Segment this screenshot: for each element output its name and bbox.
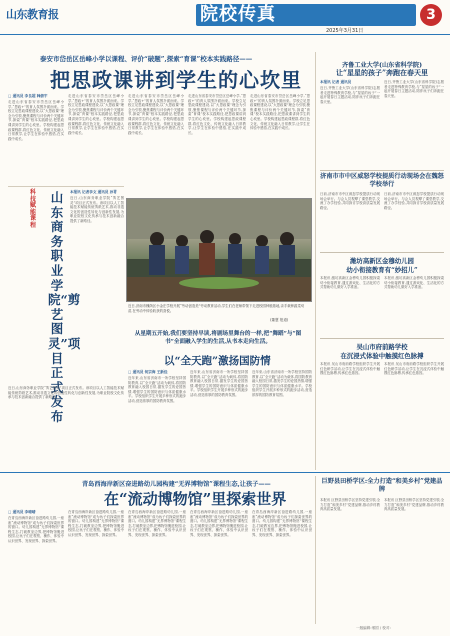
side-story-body-continued: 近日,山东商务职业学院“剪艺图灵”项目正式发布。该项目以人工智能技术赋能传统剪纸艺术,推动非遗文化的创造性转化与创新性发展,为职业院校文化传承与技术创新融合提供了新路径。 [8, 386, 124, 400]
bottom-story-byline: □ 通讯员 李晴晴 [8, 510, 36, 514]
right-item4-title: 吴山市府前路学校 [356, 343, 408, 351]
right-box-byline: 本报讯 记者 通讯员 [320, 80, 352, 84]
bottom-story-subtitle: 青岛西海岸新区奋进路幼儿园构建“无界博物馆”课程生态,让孩子—— [82, 481, 271, 488]
side-divider [8, 186, 124, 187]
lead-column-3: 走进山东省泰安市岱岳区岳峰小学,“思政+”的育人氛围扑面而来。学校立足思政课程建设,以“大思政课”理念为引领,聚焦课程与评价两个关键环节,探索“育课”校本实践路径,把思政课讲到学生的心坎里。学校构建起思政课程群,将红色文化、传统文化融入日常教学,让学生在体验中感悟,在实践中成长。 [128, 94, 184, 135]
bottom-col-2: 在青岛西海岸新区奋进路幼儿园,一座座“流动博物馆”成为孩子们探索世界的窗口。幼儿园构建“无界博物馆”课程生态,打破教室边界,把博物馆搬进校园,让孩子们在观察、操作、体验中认识世界、发现世界、探索世界。 [68, 510, 124, 537]
lead-column-5: 走进山东省泰安市岱岳区岳峰小学,“思政+”的育人氛围扑面而来。学校立足思政课程建设,以“大思政课”理念为引领,聚焦课程与评价两个关键环节,探索“育课”校本实践路径,把思政课讲到学生的心坎里。学校构建起思政课程群,将红色文化、传统文化融入日常教学,让学生在体验中感悟,在实践中成长。 [250, 94, 310, 131]
right-item3-subtitle: 幼小衔接教育有“妙招儿” [346, 266, 418, 274]
page-header [0, 0, 450, 34]
mid-story-column-1: 近年来,山东省济南市一所学校坚持国防教育,以“全天跑”活动为载体,将国防教育融入校园日常,激发学生的爱国热情,增强学生的国防意识与体质健康水平。学校组织学生开展多种形式的跑步活动,营造浓厚的国防教育氛围。 [128, 376, 186, 403]
photo-caption: 近日,济南市槐荫区小金庄学校开展“劳动创造美”劳动教育活动,学生们在老师带领下走进校园种植基地,亲手栽种蔬菜幼苗,在劳动中体验收获的喜悦。 [128, 304, 305, 313]
right-box-title-1: 齐鲁工业大学(山东省科学院) [341, 62, 423, 69]
pull-quote: 从星期五开始,我们要坚持早读,将剧场里舞台的一样,把“舞蹈”与“图书”全面融入学生的生活,从书本走向生活。 [134, 331, 302, 345]
side-story-body: 近日,山东商务职业学院“剪艺图灵”项目正式发布。该项目以人工智能技术赋能传统剪纸艺术,推动非遗文化的创造性转化与创新性发展,为职业院校文化传承与技术创新融合提供了新路径。 [70, 196, 124, 223]
right-item2-title: 济南市市中区威怒学校提质行动现场会在魏怒学校举行 [320, 173, 444, 188]
news-photo [126, 198, 312, 302]
right-item5-col-1: 本报讯 巨野县田桥学区坚持党建引领,全力打造“和美乡村”党建品牌,推动乡村教育高质量发展。 [320, 498, 380, 512]
right-item4-subtitle: 在沉浸式体验中触摸红色脉搏 [340, 352, 424, 360]
photo-credit: (董慧 报道) [270, 318, 289, 322]
page-number-badge: 3 [420, 4, 442, 26]
right-item2-col-2: 日前,济南市市中区威怒学校提质行动现场会举行。与会人员观摩了课堂教学,交流了办学经验,共同探讨学校高质量发展路径。 [384, 192, 444, 210]
side-story-byline: 本报讯 记者李文 通讯员 孙青 [70, 190, 117, 194]
issue-date: 2025年3月31日 [326, 28, 364, 34]
right-box-col-1: 近日,齐鲁工业大学(山东省科学院)志愿者走进特殊教育学校,与“星星的孩子”一起开展春日主题活动,陪伴孩子们奔跑在春天里。 [320, 86, 380, 104]
right-rule [320, 252, 444, 253]
right-item4-col-1: 本报讯 吴山市府前路学校组织学生开展红色研学活动,让学生在沉浸式体验中触摸红色脉搏,传承红色基因。 [320, 362, 380, 376]
right-item5-col-2: 本报讯 巨野县田桥学区坚持党建引领,全力打造“和美乡村”党建品牌,推动乡村教育高质量发展。 [384, 498, 444, 512]
right-box-title-2: 让“星星的孩子”奔跑在春天里 [335, 68, 429, 77]
bottom-col-4: 在青岛西海岸新区奋进路幼儿园,一座座“流动博物馆”成为孩子们探索世界的窗口。幼儿园构建“无界博物馆”课程生态,打破教室边界,把博物馆搬进校园,让孩子们在观察、操作、体验中认识世界、发现世界、探索世界。 [190, 510, 248, 537]
lead-title: 把思政课讲到学生的心坎里 [50, 68, 302, 92]
side-story-title: 山东商务职业学院“剪艺图灵”项目正式发布 [48, 190, 81, 424]
right-item2-col-1: 日前,济南市市中区威怒学校提质行动现场会举行。与会人员观摩了课堂教学,交流了办学经验,共同探讨学校高质量发展路径。 [320, 192, 380, 210]
mid-story-column-3: 近年来,山东省济南市一所学校坚持国防教育,以“全天跑”活动为载体,将国防教育融入校园日常,激发学生的爱国热情,增强学生的国防意识与体质健康水平。学校组织学生开展多种形式的跑步活动,营造浓厚的国防教育氛围。 [252, 370, 312, 397]
right-rule [320, 338, 444, 339]
right-item5-title: 巨野县田桥学区:全力打造“和美乡村”党建品牌 [321, 478, 443, 493]
right-item3-title: 潍坊高新区金穆幼儿园 [350, 257, 414, 265]
bottom-col-3: 在青岛西海岸新区奋进路幼儿园,一座座“流动博物馆”成为孩子们探索世界的窗口。幼儿园构建“无界博物馆”课程生态,打破教室边界,把博物馆搬进校园,让孩子们在观察、操作、体验中认识世界、发现世界、探索世界。 [128, 510, 186, 537]
right-rule [320, 170, 444, 171]
lead-subtitle: 泰安市岱岳区岳峰小学以课程、评价“破题”,探索“育课”校本实践路径—— [40, 55, 253, 63]
mid-story-column-2: 近年来,山东省济南市一所学校坚持国防教育,以“全天跑”活动为载体,将国防教育融入校园日常,激发学生的爱国热情,增强学生的国防意识与体质健康水平。学校组织学生开展多种形式的跑步活动,营造浓厚的国防教育氛围。 [190, 370, 248, 397]
column-divider [315, 52, 316, 470]
right-item3-col-2: 本报讯 潍坊高新区金穆幼儿园积极探索幼小衔接教育,通过游戏化、生活化的方式帮助幼儿做好入学准备。 [384, 276, 444, 290]
side-story-subtitle: 科技赋能 课程 [29, 189, 36, 229]
right-item4-col-2: 本报讯 吴山市府前路学校组织学生开展红色研学活动,让学生在沉浸式体验中触摸红色脉搏,传承红色基因。 [384, 362, 444, 376]
bottom-rule [0, 472, 450, 473]
photo-illustration [127, 199, 311, 301]
lead-column-1: 走进山东省泰安市岱岳区岳峰小学,“思政+”的育人氛围扑面而来。学校立足思政课程建设,以“大思政课”理念为引领,聚焦课程与评价两个关键环节,探索“育课”校本实践路径,把思政课讲到学生的心坎里。学校构建起思政课程群,将红色文化、传统文化融入日常教学,让学生在体验中感悟,在实践中成长。 [8, 100, 64, 141]
bottom-story-title: 在“流动博物馆”里探索世界 [104, 490, 287, 508]
bottom-col-1: 在青岛西海岸新区奋进路幼儿园,一座座“流动博物馆”成为孩子们探索世界的窗口。幼儿园构建“无界博物馆”课程生态,打破教室边界,把博物馆搬进校园,让孩子们在观察、操作、体验中认识世界、发现世界、探索世界。 [8, 516, 64, 543]
right-box-col-2: 近日,齐鲁工业大学(山东省科学院)志愿者走进特殊教育学校,与“星星的孩子”一起开展春日主题活动,陪伴孩子们奔跑在春天里。 [384, 80, 444, 98]
section-title: 院校传真 [200, 4, 276, 25]
mid-story-title: 以“全天跑”激扬国防情 [164, 355, 271, 367]
lead-column-2: 走进山东省泰安市岱岳区岳峰小学,“思政+”的育人氛围扑面而来。学校立足思政课程建设,以“大思政课”理念为引领,聚焦课程与评价两个关键环节,探索“育课”校本实践路径,把思政课讲到学生的心坎里。学校构建起思政课程群,将红色文化、传统文化融入日常教学,让学生在体验中感悟,在实践中成长。 [68, 94, 124, 135]
page-footer: 一版编辑:邢国 / 校对: [356, 626, 391, 630]
masthead-logo: 山东教育报 [6, 8, 59, 21]
lead-column-4: 走进山东省泰安市岱岳区岳峰小学,“思政+”的育人氛围扑面而来。学校立足思政课程建设,以“大思政课”理念为引领,聚焦课程与评价两个关键环节,探索“育课”校本实践路径,把思政课讲到学生的心坎里。学校构建起思政课程群,将红色文化、传统文化融入日常教学,让学生在体验中感悟,在实践中成长。 [188, 94, 246, 135]
header-rule [0, 34, 450, 35]
bottom-col-5: 在青岛西海岸新区奋进路幼儿园,一座座“流动博物馆”成为孩子们探索世界的窗口。幼儿园构建“无界博物馆”课程生态,打破教室边界,把博物馆搬进校园,让孩子们在观察、操作、体验中认识世界、发现世界、探索世界。 [252, 510, 312, 537]
column-divider [315, 476, 316, 624]
lead-byline: □ 通讯员 李良超 韩倩宇 [8, 94, 48, 98]
right-item3-col-1: 本报讯 潍坊高新区金穆幼儿园积极探索幼小衔接教育,通过游戏化、生活化的方式帮助幼儿做好入学准备。 [320, 276, 380, 290]
mid-story-byline: □ 通讯员 何宗海 王新佳 [128, 370, 168, 374]
